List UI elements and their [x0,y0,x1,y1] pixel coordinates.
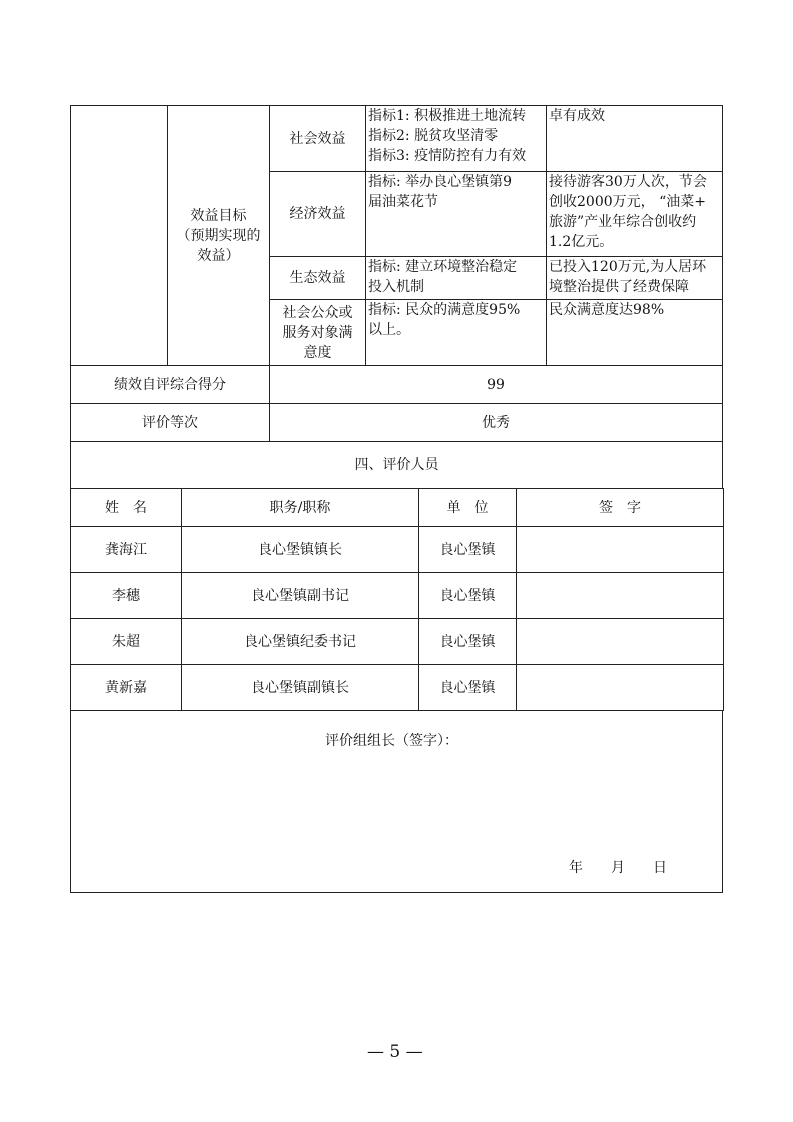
benefit-indicator-line: 届油菜花节 [368,194,438,210]
evaluator-name: 李穗 [70,572,182,619]
evaluators-section-title: 四、评价人员 [70,441,723,489]
evaluator-signature-cell [516,526,724,573]
benefit-label-line: 效益目标 [190,207,247,224]
benefit-result [546,105,723,172]
benefit-indicator-line: 指标: 举办良心堡镇第9 [368,174,513,190]
benefit-result [546,171,723,257]
benefit-indicator [365,256,547,300]
leader-signature-label: 评价组组长（签字）： [325,733,458,749]
benefit-indicator [365,171,547,257]
column-header: 单 位 [418,488,517,527]
column-header: 签 字 [516,488,724,527]
benefit-category [269,105,366,172]
grade-label: 评价等次 [70,403,270,442]
benefit-result [546,256,723,300]
benefit-result-line: 卓有成效 [549,108,605,124]
benefit-indicator-line: 指标1: 积极推进土地流转 [368,108,527,124]
benefit-result-line: 境整治提供了经费保障 [549,279,689,295]
grade-value: 优秀 [269,403,723,442]
evaluator-title: 良心堡镇副书记 [181,572,419,619]
benefit-result-line: 已投入120万元,为人居环 [549,259,707,275]
score-label: 绩效自评综合得分 [70,365,270,404]
year-label: 年 [569,860,583,876]
benefit-category-line: 意度 [303,344,332,361]
blank-cell [70,105,168,366]
benefit-label-line: （预期实现的 [176,227,261,244]
benefit-category-line: 生态效益 [289,270,346,286]
benefit-result-line: 旅游”产业年综合创收约 [549,214,697,230]
benefit-indicator-line: 指标: 民众的满意度95% [368,302,521,318]
benefit-category-line: 社会效益 [289,130,346,147]
evaluator-unit: 良心堡镇 [418,664,517,711]
benefit-indicator-line: 指标2: 脱贫攻坚清零 [368,128,499,144]
column-header: 姓 名 [70,488,182,527]
benefit-indicator [365,105,547,172]
evaluator-title: 良心堡镇纪委书记 [181,618,419,665]
benefit-label-line: 效益） [197,247,240,264]
benefit-result-line: 创收2000万元， “油菜+ [549,194,706,210]
benefit-indicator-line: 以上。 [368,322,410,338]
evaluator-unit: 良心堡镇 [418,572,517,619]
evaluator-signature-cell [516,618,724,665]
benefit-category [269,171,366,257]
day-label: 日 [653,860,667,876]
benefit-indicator-line: 指标3: 疫情防控有力有效 [368,148,527,164]
evaluator-unit: 良心堡镇 [418,618,517,665]
benefit-category-line: 经济效益 [289,206,346,222]
benefit-result-line: 接待游客30万人次，节会 [549,174,707,190]
evaluator-title: 良心堡镇镇长 [181,526,419,573]
evaluator-unit: 良心堡镇 [418,526,517,573]
benefit-category-line: 服务对象满 [282,324,353,341]
page-number: — 5 — [367,1042,423,1062]
evaluator-title: 良心堡镇副镇长 [181,664,419,711]
benefit-result-line: 民众满意度达98% [549,302,665,318]
evaluator-name: 龚海江 [70,526,182,573]
evaluator-signature-cell [516,664,724,711]
column-header: 职务/职称 [181,488,419,527]
benefit-indicator-line: 指标: 建立环境整治稳定 [368,259,518,275]
benefit-label [167,105,270,366]
benefit-indicator-line: 投入机制 [368,279,424,295]
benefit-indicator [365,299,547,366]
evaluator-name: 朱超 [70,618,182,665]
benefit-category [269,299,366,366]
benefit-category [269,256,366,300]
evaluator-name: 黄新嘉 [70,664,182,711]
benefit-result-line: 1.2亿元。 [549,234,614,250]
month-label: 月 [611,860,625,876]
score-value: 99 [269,365,723,404]
evaluator-signature-cell [516,572,724,619]
benefit-category-line: 社会公众或 [282,304,353,321]
benefit-result [546,299,723,366]
